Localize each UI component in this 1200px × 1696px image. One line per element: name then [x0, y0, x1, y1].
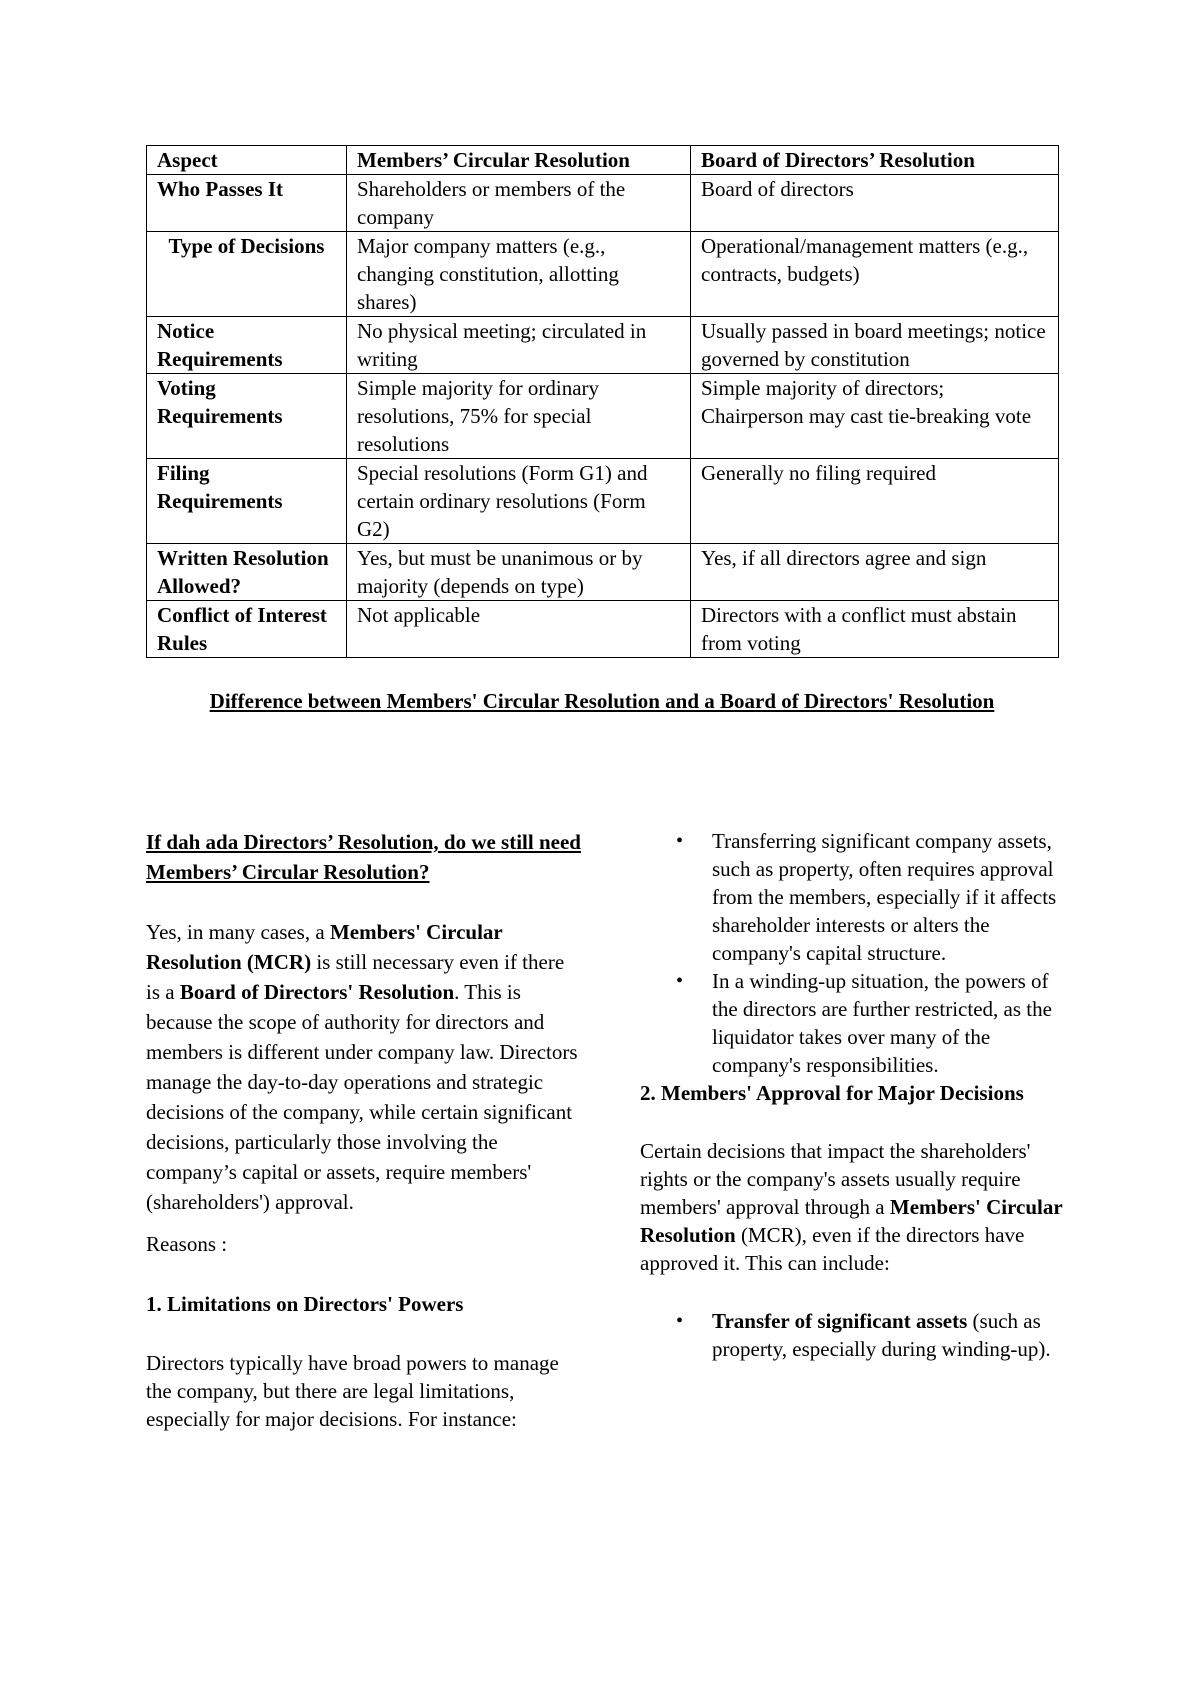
members-cell: Special resolutions (Form G1) and certain ordinary resolutions (Form G2)	[347, 459, 691, 544]
list-item	[640, 827, 1070, 967]
section-paragraph-1: Directors typically have broad powers to manage the company, but there are legal limitations, especially for major decisions. For instance:	[146, 1351, 559, 1431]
intro-text: is still necessary even if there is a	[146, 950, 565, 1004]
members-cell: Yes, but must be unanimous or by majority (depends on type)	[347, 544, 691, 601]
comparison-table	[146, 145, 1059, 658]
intro-text: Yes, in many cases, a	[146, 920, 330, 944]
section-paragraph-2	[640, 1137, 1070, 1277]
reasons-label: Reasons :	[146, 1232, 228, 1256]
paragraph-text: (MCR), even if the directors have approved it. This can include:	[640, 1223, 1025, 1275]
list-item-text: Transferring significant company assets, such as property, often requires approval from the members, especially if it affects shareholder interests or alters the company's capital structure.	[712, 829, 1057, 965]
aspect-cell: Filing Requirements	[147, 459, 347, 544]
list-item-text: (such as property, especially during winding-up).	[712, 1309, 1051, 1361]
board-cell: Yes, if all directors agree and sign	[691, 544, 1059, 601]
aspect-cell: Type of Decisions	[147, 232, 347, 317]
board-cell: Usually passed in board meetings; notice governed by constitution	[691, 317, 1059, 374]
board-cell: Generally no filing required	[691, 459, 1059, 544]
right-column	[640, 827, 1070, 1363]
table-row	[147, 601, 1059, 658]
paragraph-text: Certain decisions that impact the shareholders' rights or the company's assets usually require members' approval through a	[640, 1139, 1031, 1219]
table-row	[147, 544, 1059, 601]
table-header-cell: Aspect	[147, 146, 347, 175]
intro-text: . This is because the scope of authority for directors and members is different under company law. Directors manage the day-to-day operations and strategic decisions of the company, while certain significant decisions, particularly those involving the company’s capital or assets, require members' (shareholders') approval.	[146, 980, 578, 1214]
board-cell: Operational/management matters (e.g., contracts, budgets)	[691, 232, 1059, 317]
list-item	[640, 967, 1070, 1079]
bullet-icon: •	[676, 830, 684, 852]
list-item-bold: Transfer of significant assets	[712, 1309, 968, 1333]
left-column	[146, 827, 581, 1433]
list-item	[640, 1307, 1070, 1363]
section-heading-1: 1. Limitations on Directors' Powers	[146, 1292, 464, 1316]
board-cell: Simple majority of directors; Chairperson may cast tie-breaking vote	[691, 374, 1059, 459]
list-item-text: In a winding-up situation, the powers of the directors are further restricted, as the liquidator takes over many of the company's responsibilities.	[712, 969, 1052, 1077]
table-header-cell: Members’ Circular Resolution	[347, 146, 691, 175]
intro-bold: Members' Circular Resolution (MCR)	[146, 920, 503, 974]
members-cell: No physical meeting; circulated in writing	[347, 317, 691, 374]
table-row	[147, 175, 1059, 232]
intro-bold: Board of Directors' Resolution	[179, 980, 455, 1004]
bullet-list	[640, 1307, 1070, 1363]
table-header-cell: Board of Directors’ Resolution	[691, 146, 1059, 175]
members-cell: Not applicable	[347, 601, 691, 658]
table-row	[147, 459, 1059, 544]
table-row	[147, 374, 1059, 459]
bullet-icon: •	[676, 970, 684, 992]
members-cell: Simple majority for ordinary resolutions, 75% for special resolutions	[347, 374, 691, 459]
board-cell: Board of directors	[691, 175, 1059, 232]
table-header-row	[147, 146, 1059, 175]
aspect-cell: Notice Requirements	[147, 317, 347, 374]
question-title: If dah ada Directors’ Resolution, do we still need Members’ Circular Resolution?	[146, 830, 581, 884]
table-caption: Difference between Members' Circular Resolution and a Board of Directors' Resolution	[209, 689, 995, 713]
aspect-cell: Who Passes It	[147, 175, 347, 232]
section-heading-2: 2. Members' Approval for Major Decisions	[640, 1081, 1024, 1105]
table-row	[147, 232, 1059, 317]
members-cell: Major company matters (e.g., changing constitution, allotting shares)	[347, 232, 691, 317]
table-row	[147, 317, 1059, 374]
members-cell: Shareholders or members of the company	[347, 175, 691, 232]
board-cell: Directors with a conflict must abstain from voting	[691, 601, 1059, 658]
aspect-cell: Voting Requirements	[147, 374, 347, 459]
paragraph-bold: Members' Circular Resolution	[640, 1195, 1063, 1247]
intro-paragraph	[146, 917, 581, 1217]
bullet-list	[640, 827, 1070, 1079]
aspect-cell: Written Resolution Allowed?	[147, 544, 347, 601]
bullet-icon: •	[676, 1310, 684, 1332]
aspect-cell: Conflict of Interest Rules	[147, 601, 347, 658]
